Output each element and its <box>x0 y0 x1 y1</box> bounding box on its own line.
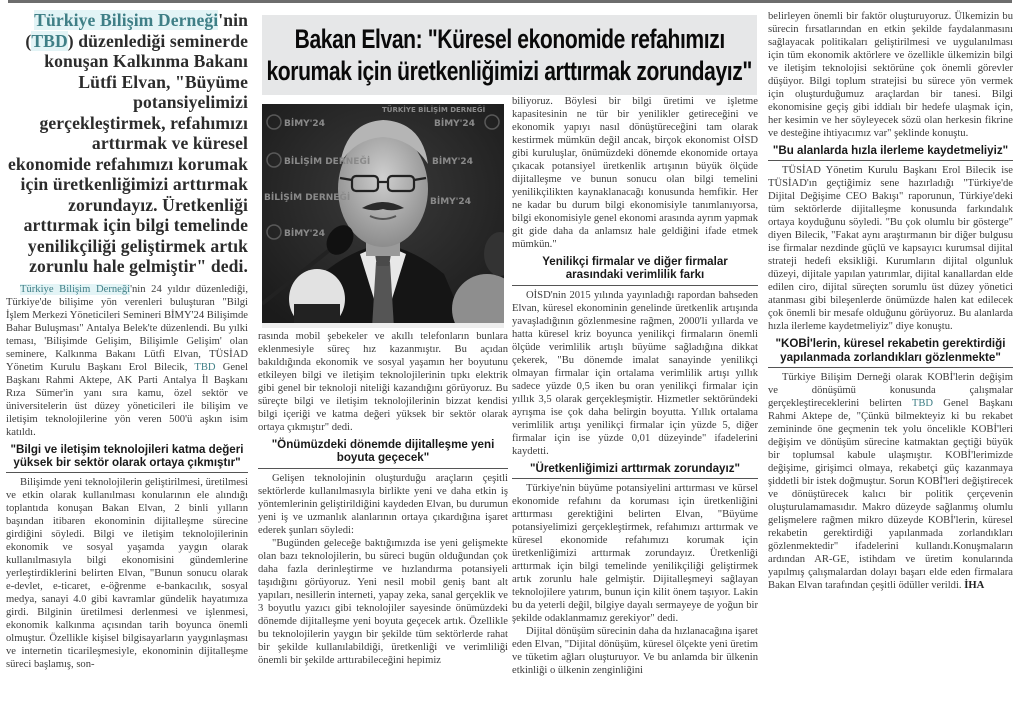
lead-org-suffix: 'nin <box>218 10 248 30</box>
lead-paragraph: Türkiye Bilişim Derneği'nin (TBD) düzenlediği seminerde konuşan Kalkınma Bakanı Lütfi Elvan, "Büyüme potansiyelimizi gerçekleştirmek, refahımızı arttırmak ve küresel ekonomide refahımızı korumak için üretkenliğimizi arttırmak zorundayız. Üretkenliği arttırmak için bilgi temelinde yenilikçiliği geliştirmek artık zorunlu hale gelmiştir" dedi. <box>8 10 248 276</box>
backdrop-text: BİMY'24 <box>430 197 471 207</box>
subhead: "Bilgi ve iletişim teknolojileri katma değeri yüksek bir sektör olarak ortaya çıkmıştır" <box>6 439 248 474</box>
portrait-photo <box>262 104 504 328</box>
paragraph: "Bugünden geleceğe baktığımızda ise yeni gelişmekte olan bazı teknolojilerin, bu süreci bugün olduğundan çok daha fazla derinleştirme ve hızlandırma potansiyeli taşıdığını görüyoruz. Yeni nesil mobil geniş bant alt yapıları, nesillerin interneti, yapay zeka, sanal gerçeklik ve 3 boyutlu yazıcı gibi teknolojiler sayesinde önümüzdeki dönemde dijitalleşme yeni boyuta geçecek artık. Özellikle bu teknolojilerin yaygın bir şekilde tüm sektörlerde rahat bir şekilde kullanılabildiği, üretkenliği ve verimliliği önemli bir şekilde arttırabileceğini hepimiz <box>258 537 508 666</box>
para3-text-b: Genel Başkanı Rahmi Aktepe de, "Çünkü bilmekteyiz ki bu rekabet zemininde öne geçmenin tek yolu öncelikle KOBİ'leri değişim ve dönüşüm sürecine katmaktan geçtiği büyük bir toplumsal kabule ulaşmıştır. KOBİ'lerimizde değişime, girişimci olmaya, rekabetçi güç kazanmaya şiddetli bir istek doğmuştur. Sorun KOBİ'leri değiştirecek ve dönüştürecek kalıcı bir politik çerçevenin oluşturulamamasıdır. Makro düzeyde sağlanmış olumlu gelişmelere rağmen mikro düzeyde KOBİ'lerin, küresel rekabetin gerektirdiği yapılanmada zorlandıkları gözlenmektedir" ifadelerini kullandı.Konuşmaların ardından AR-GE, istihdam ve üretim konularında yapılmış çalışmalardan dolayı başarı elde eden firmalara Bakan Elvan tarafından çeşitli ödüller verildi. <box>768 398 1013 592</box>
paragraph: TÜSİAD Yönetim Kurulu Başkanı Erol Bilecik ise TÜSİAD'ın geçtiğimiz sene hazırladığı "Türkiye'de Dijital Değişime CEO Bakışı" raporunun, Türkiye'deki tüm sektörlerde dijitalleşme konusunda farkındalık ortaya koyduğunu söyledi. "Bu çok olumlu bir gösterge" diyen Bilecik, "Fakat aynı araştırmanın bir diğer bulgusu ise firmalar nezdinde güçlü ve kapsayıcı kurumsal dijital strateji hedefi eksikliği. Kurumların dijital olgunluk düzeyi, dijitale yapılan yatırımlar, dijital kanallardan elde edilen ciro, dijital süreçten sorumlu üst düzey yönetici atanması gibi bileşenlerde önümüzde halen kat edilecek çok önemli bir mesafe olduğunu görüyoruz. Bu alanlarda hızla ilerleme kaydetmeliyiz" diye konuştu. <box>768 165 1013 333</box>
col4-body <box>768 10 1013 592</box>
column-1 <box>6 10 248 671</box>
intro-org-highlight: Türkiye Bilişim Derneği <box>20 283 131 295</box>
backdrop-text: TÜRKİYE BİLİŞİM DERNEĞİ <box>382 106 486 114</box>
highlight-org-name: Türkiye Bilişim Derneği <box>34 10 219 30</box>
intro-paragraph <box>6 283 248 439</box>
highlight-abbr: TBD <box>31 30 68 51</box>
subhead: "KOBİ'lerin, küresel rekabetin gerektirdiği yapılanmada zorlandıkları gözlenmekte" <box>768 333 1013 368</box>
backdrop-text: BİLİŞİM DERNEĞİ <box>264 193 351 203</box>
headline-line-2: korumak için üretkenliğimizi arttırmak zorundayız" <box>266 56 753 86</box>
intro-text-2: Genel Başkanı Rahmi Aktepe, AK Parti Antalya İl Başkanı Rıza Sümer'in yanı sıra kamu, özel sektör ve üniversitelerin üst düzey yöneticileri ile bilişim ve iletişim teknolojilerine yön veren 500'ü aşkın isim katıldı. <box>6 361 248 438</box>
abbr-highlight: TBD <box>911 398 934 410</box>
lead-text: düzenlediği seminerde konuşan Kalkınma Bakanı Lütfi Elvan, "Büyüme potansiyelimizi gerçekleştirmek, refahımızı arttırmak ve küresel ekonomide refahımızı korumak için üretkenliğimizi arttırmak zorundayız. Üretkenliği arttırmak için bilgi temelinde yenilikçiliği geliştirmek artık zorunlu hale gelmiştir" dedi. <box>8 30 248 276</box>
headline-box <box>262 15 757 95</box>
backdrop-text: BİMY'24 <box>284 119 325 129</box>
paragraph: Bilişimde yeni teknolojilerin geliştirilmesi, üretilmesi ve etkin olarak kullanılması konularının ele alındığı toplantıda konuşan Bakan Elvan, 2 binli yılların başından itibaren ekonominin dijitalleşme sürecine girdiğini söyledi. Bilgi ve iletişim teknolojilerinin ekonomik ve sosyal yaşamda yaygın olarak kullanılmasıyla bilgi ekonomisini gündemlerine yerleştirdiklerini belirten Elvan, "Bunun sonucu olarak e-devlet, e-ticaret, e-öğrenme e-bankacılık, sosyal medya, sanayi 4.0 gibi kavramlar gündelik hayatımıza girdi. Bilginin üretilmesi derlenmesi ve işlenmesi, ekonomik kalkınma açısından tarih boyunca önemli olmuştur. Özellikle kişisel bilgisayarların yaygınlaşması ve internetin ticarileşmesiyle, ekonominin dijitalleşme süreci başlamış, son- <box>6 477 248 671</box>
backdrop-text: BİLİŞİM DERNEĞİ <box>284 157 371 167</box>
paragraph: OİSD'nin 2015 yılında yayınladığı rapordan bahseden Elvan, küresel ekonominin genelinde üretkenlik artışında yavaşladığının gözlenmesine rağmen, 2000'li yıllarda ve hatta küresel kriz boyunca yenilikçi firmaların önemli ölçüde verimlilik artışlı büyüme sağladığına dikkat çekerek, "Bu dönemde imalat sanayinde yenilikçi olmayan firmalar için ortalama verimlilik artışı yıllık sadece yüzde 0,5 iken bu oran yenilikçi firmalar için yıllık 3,5 olarak gerçekleşmiştir. Hizmetler sektöründeki ayrışma ise çok daha belirgin boyutta. Yıllık ortalama verimlilik artışı yenilikçi firmalar için yüzde 5, diğer firmalar için ise yüzde 0,01 düzeyinde" ifadelerini kaydetti. <box>512 289 758 457</box>
paragraph: Türkiye'nin büyüme potansiyelini arttırması ve kürsel ekonomide refahını da koruması için üretkenliğini arttırması gerektiğini belirten Elvan, "Büyüme potansiyelimizi gerçekleştirmek, refahımızı arttırmak ve küresel ekonomide refahımızı korumak için üretkenliğimizi arttırmak zorundayız. Üretkenliği arttırmak için bilgi temelinde yenilikçiliği geliştirmek artık zorunlu hale gelmiştir. Dijitalleşmeyi sağlayan teknolojilere yatırım, bunun için kilit önem taşıyor. Lakin bu da yeterli değil, bilgiye dayalı sermayeye de yoğun bir şekilde odaklanmamız gerekiyor" dedi. <box>512 483 758 625</box>
portrait-photo-icon <box>262 104 504 328</box>
backdrop-text: BİMY'24 <box>432 157 473 167</box>
column-2 <box>258 330 508 667</box>
subhead: "Bu alanlarda hızla ilerleme kaydetmeliyiz" <box>768 140 1013 161</box>
column-4 <box>768 10 1013 592</box>
subhead: "Önümüzdeki dönemde dijitalleşme yeni boyuta geçecek" <box>258 434 508 469</box>
intro-abbr-highlight: TBD <box>194 361 216 373</box>
agency-credit: İHA <box>964 580 985 592</box>
para3-text-a: Türkiye Bilişim Derneği olarak KOBİ'lerin değişim ve dönüşümü konusunda çalışmalar gerçekleştireceklerini belirten <box>768 372 1013 410</box>
paragraph: belirleyen önemli bir faktör oluşturuyoruz. Ülkemizin bu sürecin fırsatlarından en etkin şekilde faydalanmasını sağlayacak politikaları geliştirilmesi ve uygulanılması için tüm ekonomik aktörlere ve özellikle ülkemizin bilgi ve iletişim teknolojisi sektörüne çok önemli görevler düşüyor. Bilgi toplum stratejisi bu sürece yön vermek için oluşturduğumuz araçlardan bir tanesi. Bilgi ekonomisine geçiş gibi iddialı bir hedefe ulaşmak için, her kesimin ve her söyleyecek sözü olan herkesin fikrine ve desteğine ihtiyacımız var" şeklinde konuştu. <box>768 11 1013 139</box>
paragraph: rasında mobil şebekeler ve akıllı telefonların bunlara eklenmesiyle süreç hız kazanmıştır. Bu açıdan bakıldığında ekonomik ve sosyal yaşamın her boyutunu etkileyen bilgi ve iletişim teknolojilerinin tıpkı elektrik gibi genel bir teknoloji niteliği kazandığını görüyoruz. Bu süreçte bilgi ve iletişim teknolojilerinin bizzat kendisi bilgi içeriği ve katma değeri yüksek bir sektör olarak ortaya çıkmıştır" dedi. <box>258 331 508 433</box>
intro-text: 'nin 24 yıldır düzenlediği, Türkiye'de bilişime yön verenleri buluşturan "Bilgi İşlem Merkezi Yöneticileri Semineri BİMY'24 Bilişimde Bahar Buluşması" Antalya Belek'te düzenlendi. Bu yılki teması, 'Bilişimde Gelişim, Bilişimle Gelişim' olan seminere, Kalkınma Bakanı Lütfi Elvan, TÜSİAD Yönetim Kurulu Başkanı Erol Bilecik, <box>6 283 248 373</box>
paragraph: biliyoruz. Böylesi bir bilgi üretimi ve işletme kapasitesinin ne tür bir yenilikler getireceğini ve ekonomik yapıyı nasıl dönüştüreceğini tam olarak kestirmek mümkün değil ancak, birçok ekonomist OİSD gibi kuruluşlar, önümüzdeki dönemde ekonomide ortaya çıkacak potansiyel üretkenlik artışının büyük ölçüde dijitalleşme ve bunun sonucu olan bilgi temelini yenilikçilikten kaynaklanacağı konusunda hemfikir. Her ne kadar bu durum bilgi ekonomisiyle tanımlanıyorsa, bilgi ekonomisiyle genel ekonomi arasında ayrım yapmak git gide daha da anlamsız hale geldiğini ifade etmek mümkün." <box>512 96 758 250</box>
subhead: Yenilikçi firmalar ve diğer firmalar arasındaki verimlilik farkı <box>512 251 758 286</box>
column-3 <box>512 95 758 677</box>
subhead: "Üretkenliğimizi arttırmak zorundayız" <box>512 458 758 479</box>
backdrop-text: BİMY'24 <box>284 229 325 239</box>
top-rule <box>8 0 1012 3</box>
paragraph: Gelişen teknolojinin oluşturduğu araçların çeşitli sektörlerde kullanılmasıyla birlikte yeni ve daha etkin iş yöntemlerinin geliştirildiğini kaydeden Elvan, bu durumun yeni iş ve uzmanlık alanlarının ortaya çıkardığına işaret ederek şunları söyledi: <box>258 472 508 536</box>
col3-body <box>512 95 758 677</box>
paragraph: Dijital dönüşüm sürecinin daha da hızlanacağına işaret eden Elvan, "Dijital dönüşüm, küresel ölçekte yeni üretim ve tüketim ağları oluşturuyor. Ve bu anlamda bir ülkenin etkinliği o ülkenin zenginliğini <box>512 626 758 677</box>
headline-line-1: Bakan Elvan: "Küresel ekonomide refahımızı <box>294 24 725 54</box>
backdrop-text: BİMY'24 <box>434 119 475 129</box>
col2-body <box>258 330 508 667</box>
paragraph <box>768 371 1013 592</box>
col1-body <box>6 283 248 672</box>
